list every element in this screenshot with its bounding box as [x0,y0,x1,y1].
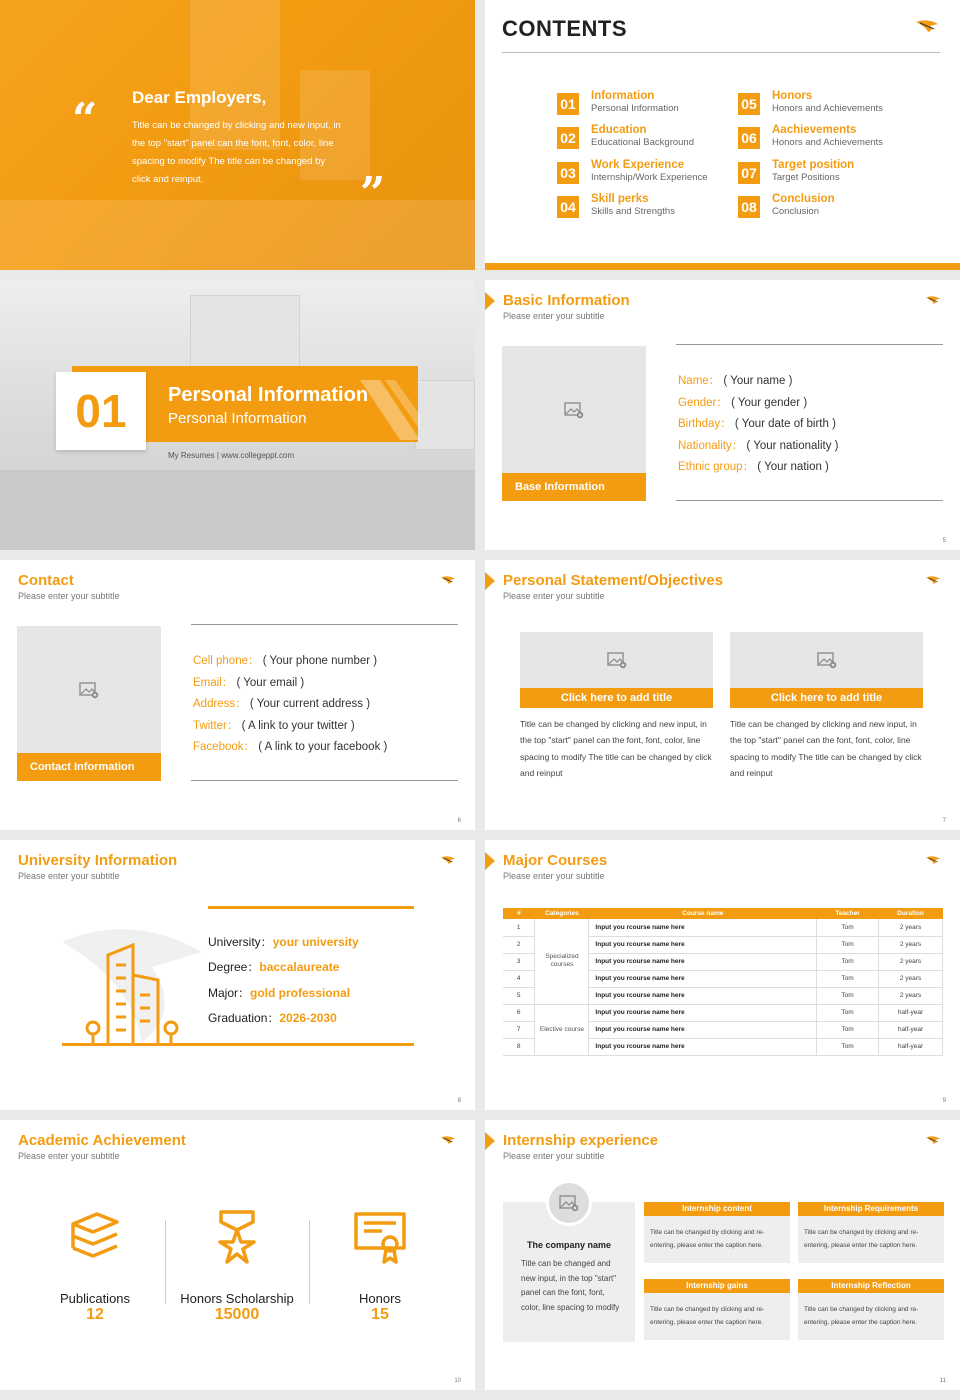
slide-subtitle: Please enter your subtitle [18,591,120,601]
field-row: Address： ( Your current address ) [193,698,371,711]
slide-title: Internship experience [503,1132,659,1149]
slide-internship [485,1120,960,1390]
image-icon [817,651,837,669]
item-number: 07 [738,162,760,184]
company-description: Title can be changed and new input, in the top "start" panel can the font, font, color, line spacing to modify [521,1259,620,1312]
slide-university [0,840,475,1110]
item-number: 02 [557,127,579,149]
detail-row: Major：gold professional [208,985,351,1000]
detail-row: Graduation：2026-2030 [208,1010,337,1025]
item-number: 08 [738,196,760,218]
table-row: 7 Input you rcourse name here Tom half-year [503,1021,943,1038]
contact-field-list [193,651,387,759]
item-number: 06 [738,127,760,149]
building-shape [415,380,475,450]
courses-table [503,908,943,1056]
contents-item[interactable] [557,159,727,189]
statement-card [730,632,923,781]
achievement-value: 15000 [214,1306,260,1323]
title-arrow-icon [485,852,495,870]
slide-subtitle: Please enter your subtitle [503,311,605,321]
logo-icon [926,576,940,584]
achievement-label: Publications [59,1291,131,1306]
slide-title: Contact [18,572,74,589]
photo-placeholder[interactable] [520,632,713,688]
internship-box [798,1279,944,1340]
contents-item[interactable] [738,159,908,189]
item-title: Conclusion [772,193,835,205]
slide-subtitle: Please enter your subtitle [18,871,120,881]
books-icon [67,1208,123,1264]
field-row: Twitter： ( A link to your twitter ) [193,719,355,732]
card-text: Title can be changed by clicking and new input, in the top "start" panel can the font, font, color, line spacing to modify The title can be changed by click and reinput [730,719,922,778]
slide-contact [0,560,475,830]
slide-title: Academic Achievement [18,1132,186,1149]
field-row: Email： ( Your email ) [193,676,305,689]
page-number: 11 [939,1378,946,1384]
item-desc: Skills and Strengths [591,206,675,217]
item-desc: Conclusion [772,206,819,217]
item-number: 04 [557,196,579,218]
logo-icon [926,296,940,304]
slide-contents [485,0,960,270]
slide-subtitle: Please enter your subtitle [503,871,605,881]
image-icon [79,681,99,699]
slide-title: Major Courses [503,852,608,869]
image-icon [607,651,627,669]
medal-icon [209,1208,265,1264]
achievement-label: Honors [359,1291,401,1306]
table-row: 1 Specialized courses Input you rcourse name here Tom 2 years [503,919,943,936]
page-number: 10 [454,1378,461,1384]
box-header: Internship Requirements [798,1202,944,1216]
contents-item[interactable] [738,90,908,120]
contents-item[interactable] [557,90,727,120]
achievement-value: 15 [371,1306,389,1323]
box-body: Title can be changed by clicking and re-entering, please enter the caption here. [798,1216,944,1263]
internship-box [644,1202,790,1263]
divider-bottom [676,500,943,501]
title-arrow-icon [485,1132,495,1150]
contents-title: CONTENTS [502,16,627,41]
item-title: Skill perks [591,193,649,205]
logo-icon [926,1136,940,1144]
table-row: 4 Input you rcourse name here Tom 2 years [503,970,943,987]
logo-icon [441,856,455,864]
slide-subtitle: Please enter your subtitle [503,1151,605,1161]
item-desc: Personal Information [591,103,679,114]
quote-open-icon: “ [72,94,98,145]
contents-item[interactable] [738,193,908,223]
logo-icon [916,20,938,32]
contents-item[interactable] [557,193,727,223]
bottom-accent-bar [485,263,960,270]
achievement-label: Honors Scholarship [180,1291,294,1306]
internship-box [644,1279,790,1340]
field-row: Birthday： ( Your date of birth ) [678,418,836,431]
basic-field-list [678,371,838,479]
greeting-title: Dear Employers, [132,88,267,107]
add-title-button[interactable]: Click here to add title [520,688,713,708]
slide-subtitle: Please enter your subtitle [18,1151,120,1161]
item-desc: Educational Background [591,137,694,148]
ground-shape [0,470,475,550]
logo-icon [441,1136,455,1144]
item-title: Honors [772,90,813,102]
detail-row: Degree：baccalaureate [208,960,340,975]
quote-close-icon: ” [360,168,386,219]
table-row: 2 Input you rcourse name here Tom 2 years [503,936,943,953]
box-header: Internship Reflection [798,1279,944,1293]
table-header-row: # Categories Course name Teacher Duration [503,908,943,919]
page-number: 7 [942,818,946,824]
item-title: Work Experience [591,159,685,171]
achievement-item [167,1208,307,1324]
greeting-body: Title can be changed by clicking and new input, in the top "start" panel can the font, font, color, line spacing to modify The title can be changed by click and reinput. [132,120,341,185]
title-arrow-icon [485,572,495,590]
box-body: Title can be changed by clicking and re-entering, please enter the caption here. [798,1293,944,1340]
item-title: Information [591,90,655,102]
field-row: Cell phone： ( Your phone number ) [193,655,378,667]
photo-placeholder[interactable] [17,626,161,753]
card-text: Title can be changed by clicking and new input, in the top "start" panel can the font, font, color, line spacing to modify The title can be changed by click and reinput [520,719,712,778]
university-details [208,930,359,1031]
detail-row: University：your university [208,935,359,949]
building-icon [78,940,188,1044]
field-row: Ethnic group： ( Your nation ) [678,461,829,474]
item-number: 05 [738,93,760,115]
contents-item[interactable] [738,124,908,154]
achievement-item [25,1208,165,1324]
table-row: 6 Elective course Input you rcourse name here Tom half-year [503,1004,943,1021]
item-desc: Internship/Work Experience [591,172,708,183]
field-row: Facebook： ( A link to your facebook ) [193,741,388,754]
item-title: Target position [772,159,855,171]
divider-bottom [191,780,458,781]
photo-caption: Contact Information [17,753,161,781]
company-name: The company name [526,1240,612,1250]
page-number: 8 [457,1098,461,1104]
page-number: 9 [942,1098,946,1104]
section-title: Personal Information [168,384,369,406]
divider-top [191,624,458,625]
item-desc: Target Positions [772,172,840,183]
item-desc: Honors and Achievements [772,137,883,148]
page-number: 5 [942,538,946,544]
ground-shape [0,200,475,270]
item-title: Education [591,124,647,136]
box-header: Internship gains [644,1279,790,1293]
field-row: Name： ( Your name ) [678,375,793,387]
slide-title: University Information [18,852,178,869]
achievement-value: 12 [86,1306,104,1323]
slide-title: Personal Statement/Objectives [503,572,724,589]
logo-icon [926,856,940,864]
slide-courses [485,840,960,1110]
certificate-icon [352,1208,408,1264]
table-row: 3 Input you rcourse name here Tom 2 years [503,953,943,970]
slide-title: Basic Information [503,292,630,309]
photo-caption: Base Information [502,473,646,501]
photo-placeholder[interactable] [502,346,646,473]
field-row: Nationality： ( Your nationality ) [678,439,839,452]
table-row: 8 Input you rcourse name here Tom half-year [503,1038,943,1055]
slide-subtitle: Please enter your subtitle [503,591,605,601]
accent-line [208,906,414,909]
accent-line [62,1043,414,1046]
section-subtitle: Personal Information [168,410,307,427]
company-photo[interactable] [546,1180,592,1226]
field-row: Gender： ( Your gender ) [678,396,808,409]
item-desc: Honors and Achievements [772,103,883,114]
achievement-item [310,1208,450,1324]
slide-intro [0,0,475,270]
slide-statement [485,560,960,830]
item-title: Aachievements [772,124,857,136]
divider [165,1220,166,1304]
item-number: 03 [557,162,579,184]
slide-section [0,280,475,550]
logo-icon [441,576,455,584]
divider-top [676,344,943,345]
page-number: 6 [457,818,461,824]
contents-item[interactable] [557,124,727,154]
add-title-button[interactable]: Click here to add title [730,688,923,708]
section-meta: My Resumes | www.collegeppt.com [168,451,295,460]
statement-card [520,632,713,781]
slide-basic-info [485,280,960,550]
title-arrow-icon [485,292,495,310]
section-number: 01 [56,372,146,450]
table-row: 5 Input you rcourse name here Tom 2 years [503,987,943,1004]
box-body: Title can be changed by clicking and re-entering, please enter the caption here. [644,1293,790,1340]
item-number: 01 [557,93,579,115]
title-divider [502,52,940,53]
image-icon [564,401,584,419]
image-icon [559,1194,579,1212]
box-body: Title can be changed by clicking and re-entering, please enter the caption here. [644,1216,790,1263]
photo-placeholder[interactable] [730,632,923,688]
company-card [503,1202,635,1342]
box-header: Internship content [644,1202,790,1216]
slide-academic [0,1120,475,1390]
internship-box [798,1202,944,1263]
